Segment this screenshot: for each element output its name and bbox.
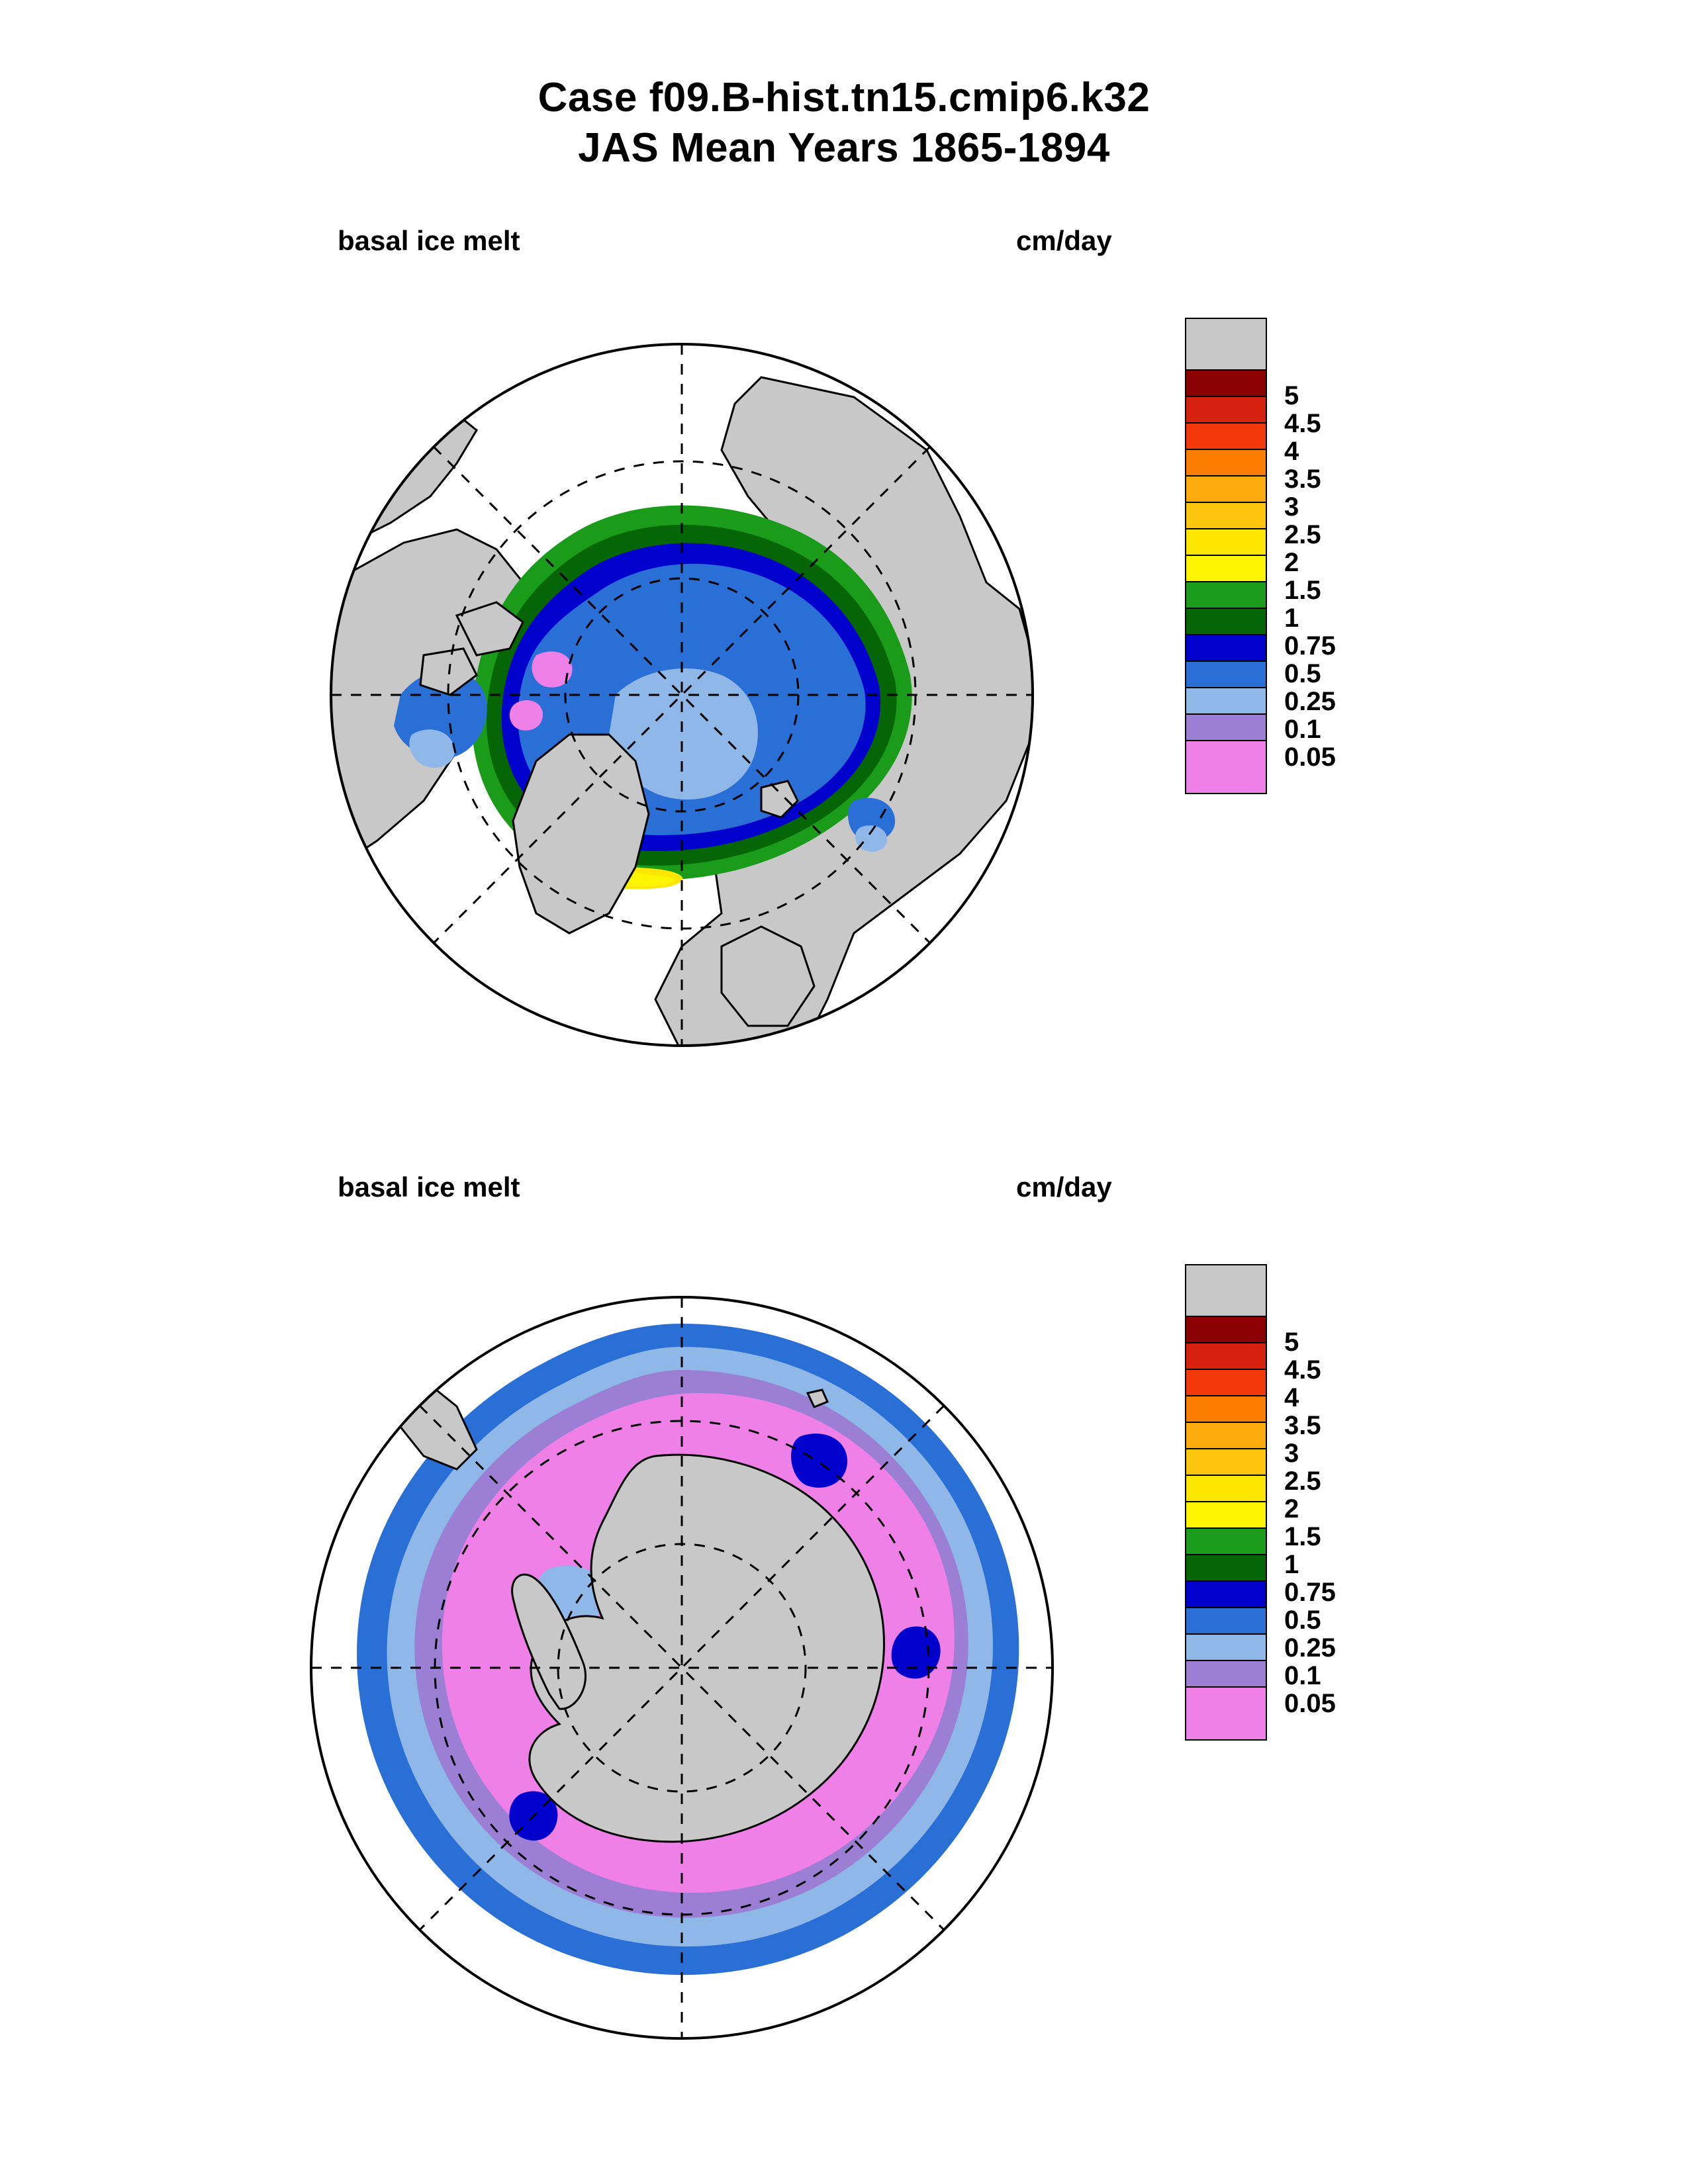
south-tick-13: 0.05 (1284, 1689, 1336, 1718)
cb-cell-0-0p05 (1186, 715, 1266, 741)
panel-northern-hemisphere (0, 199, 1688, 1125)
north-tick-12: 0.1 (1284, 715, 1321, 744)
cb-cell-s-1p5-2 (1186, 1476, 1266, 1502)
north-tick-4: 3 (1284, 492, 1299, 522)
south-tick-2: 4 (1284, 1383, 1299, 1412)
page-title (0, 73, 1688, 173)
south-tick-1: 4.5 (1284, 1355, 1321, 1385)
south-tick-8: 1 (1284, 1550, 1299, 1579)
cb-cell-below-0 (1186, 741, 1266, 793)
cb-cell-4p5-5 (1186, 371, 1266, 397)
cb-cell-s-0p1-0p25 (1186, 1608, 1266, 1635)
north-variable-label: basal ice melt (338, 225, 520, 256)
south-tick-0: 5 (1284, 1328, 1299, 1357)
cb-cell-4-4p5 (1186, 397, 1266, 424)
cb-cell-above-5 (1186, 319, 1266, 371)
cb-cell-s-3-3p5 (1186, 1396, 1266, 1423)
south-tick-6: 2 (1284, 1494, 1299, 1524)
cb-cell-s-0p75-1 (1186, 1529, 1266, 1555)
contour-patch-0p05-b (510, 700, 543, 731)
cb-cell-0p1-0p25 (1186, 662, 1266, 688)
cb-cell-s-3p5-4 (1186, 1370, 1266, 1396)
cb-cell-2p5-3 (1186, 477, 1266, 503)
north-polar-map (258, 298, 1132, 1128)
south-tick-11: 0.25 (1284, 1633, 1336, 1662)
panel-southern-hemisphere (0, 1165, 1688, 2144)
cb-cell-1p5-2 (1186, 529, 1266, 556)
cb-cell-2-2p5 (1186, 503, 1266, 529)
cb-cell-s-4p5-5 (1186, 1317, 1266, 1343)
south-units-label: cm/day (1016, 1171, 1112, 1203)
north-tick-10: 0.5 (1284, 659, 1321, 688)
north-tick-11: 0.25 (1284, 687, 1336, 716)
cb-cell-s-0p05-0p1 (1186, 1635, 1266, 1661)
north-tick-9: 0.75 (1284, 631, 1336, 660)
cb-cell-3p5-4 (1186, 424, 1266, 450)
cb-cell-0p5-0p75 (1186, 609, 1266, 635)
north-tick-13: 0.05 (1284, 743, 1336, 772)
south-polar-map (258, 1238, 1132, 2121)
south-tick-7: 1.5 (1284, 1522, 1321, 1551)
north-tick-5: 2.5 (1284, 520, 1321, 549)
north-tick-1: 4.5 (1284, 409, 1321, 438)
cb-cell-3-3p5 (1186, 450, 1266, 477)
title-line-1: Case f09.B-hist.tn15.cmip6.k32 (538, 75, 1150, 120)
cb-cell-s-below-0 (1186, 1688, 1266, 1739)
north-colorbar (1185, 318, 1267, 794)
cb-cell-s-2-2p5 (1186, 1449, 1266, 1476)
south-tick-10: 0.5 (1284, 1606, 1321, 1635)
south-colorbar (1185, 1264, 1267, 1741)
cb-cell-s-1-1p5 (1186, 1502, 1266, 1529)
cb-cell-1-1p5 (1186, 556, 1266, 582)
south-map-svg (258, 1238, 1132, 2118)
cb-cell-s-4-4p5 (1186, 1343, 1266, 1370)
north-units-label: cm/day (1016, 225, 1112, 256)
cb-cell-s-0-0p05 (1186, 1661, 1266, 1688)
title-line-2: JAS Mean Years 1865-1894 (578, 124, 1110, 171)
north-tick-3: 3.5 (1284, 465, 1321, 494)
cb-cell-0p05-0p1 (1186, 688, 1266, 715)
south-tick-4: 3 (1284, 1439, 1299, 1468)
cb-cell-0p25-0p5 (1186, 635, 1266, 662)
cb-cell-0p75-1 (1186, 582, 1266, 609)
south-tick-12: 0.1 (1284, 1661, 1321, 1690)
north-tick-6: 2 (1284, 548, 1299, 577)
cb-cell-s-above-5 (1186, 1265, 1266, 1317)
north-tick-0: 5 (1284, 381, 1299, 410)
cb-cell-s-0p25-0p5 (1186, 1582, 1266, 1608)
cb-cell-s-2p5-3 (1186, 1423, 1266, 1449)
cb-cell-s-0p5-0p75 (1186, 1555, 1266, 1582)
north-tick-8: 1 (1284, 604, 1299, 633)
south-tick-3: 3.5 (1284, 1411, 1321, 1440)
north-tick-2: 4 (1284, 437, 1299, 466)
south-tick-9: 0.75 (1284, 1578, 1336, 1607)
north-tick-7: 1.5 (1284, 576, 1321, 605)
south-tick-5: 2.5 (1284, 1467, 1321, 1496)
north-map-svg (258, 298, 1132, 1125)
south-variable-label: basal ice melt (338, 1171, 520, 1203)
